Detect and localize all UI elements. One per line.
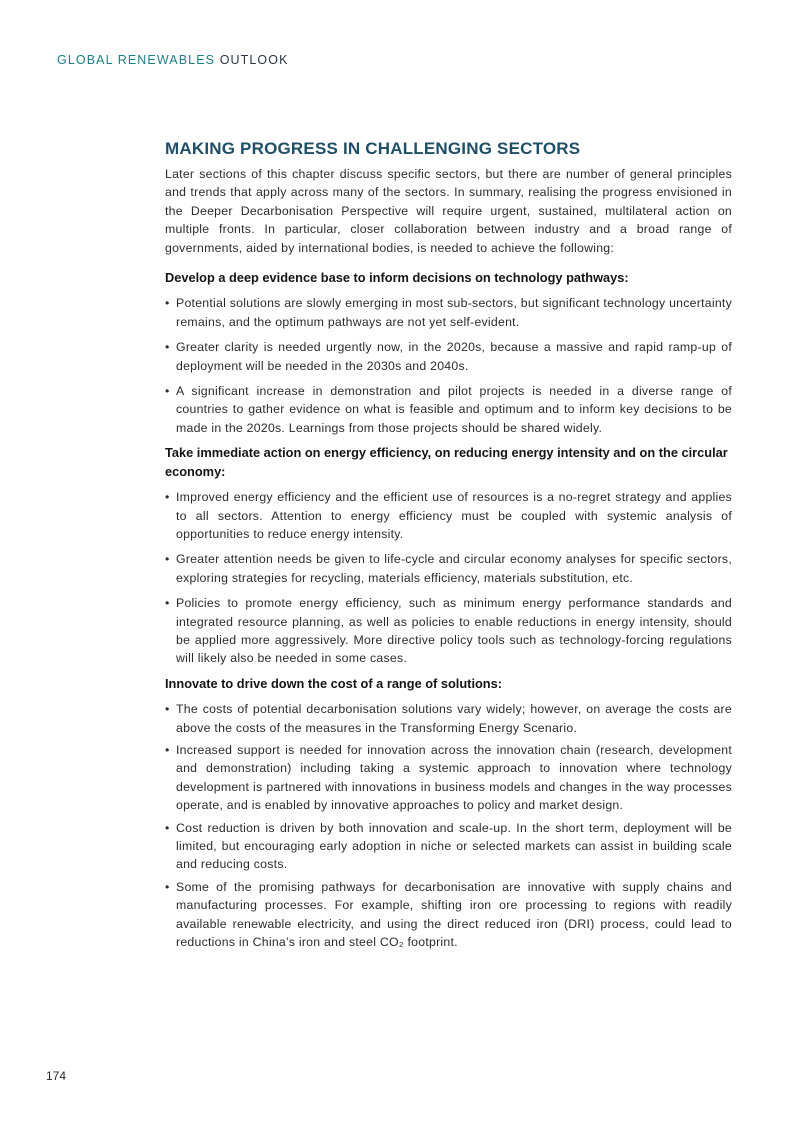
bullet-item: • Greater clarity is needed urgently now, in the 2020s, because a massive and rapid ramp-up of deployment will be needed in the 2030s and 2040s. — [165, 338, 732, 375]
running-header-accent: GLOBAL RENEWABLES — [57, 53, 216, 67]
bullet-item: • Some of the promising pathways for decarbonisation are innovative with supply chains and manufacturing processes. For example, shifting iron ore processing to regions with readily available renewable electricity, and using the direct reduced iron (DRI) process, could lead to reductions in China’s iron and steel CO₂ footprint. — [165, 878, 732, 952]
bullet-item: • Increased support is needed for innovation across the innovation chain (research, development and demonstration) including taking a systemic approach to innovation where technology development is partnered with innovations in business models and changes in the way processes operate, and is enabled by innovative approaches to policy and market design. — [165, 741, 732, 815]
bullet-list — [165, 700, 732, 951]
page-number: 174 — [46, 1069, 67, 1083]
section-title: MAKING PROGRESS IN CHALLENGING SECTORS — [165, 139, 581, 158]
group-energy-efficiency — [165, 444, 732, 667]
bullet-list — [165, 488, 732, 668]
subheading: Innovate to drive down the cost of a range of solutions: — [165, 675, 503, 691]
bullet-item: • Improved energy efficiency and the efficient use of resources is a no-regret strategy and applies to all sectors. Attention to energy efficiency must be coupled with systemic analysis of opportunities to reduce energy intensity. — [165, 488, 732, 543]
subheading: Develop a deep evidence base to inform decisions on technology pathways: — [165, 270, 629, 286]
group-evidence-base — [165, 269, 732, 437]
intro-paragraph: Later sections of this chapter discuss specific sectors, but there are number of general principles and trends that apply across many of the sectors. In summary, realising the progress envisioned in the Deeper Decarbonisation Perspective will require urgent, sustained, multilateral action on multiple fronts. In particular, closer collaboration between industry and a broad range of governments, aided by international bodies, is needed to achieve the following: — [165, 167, 732, 255]
bullet-item: • Policies to promote energy efficiency, such as minimum energy performance standards and integrated resource planning, as well as policies to enable reductions in energy intensity, should be applied more aggressively. More directive policy tools such as technology-forcing regulations will likely also be needed in some cases. — [165, 594, 732, 668]
bullet-item: • A significant increase in demonstration and pilot projects is needed in a diverse range of countries to gather evidence on what is feasible and optimum and to inform key decisions to be made in the 2020s. Learnings from those projects should be shared widely. — [165, 382, 732, 437]
bullet-item: • Cost reduction is driven by both innovation and scale-up. In the short term, deployment will be limited, but encouraging early adoption in niche or selected markets can assist in building scale and reducing costs. — [165, 819, 732, 874]
running-header-rest: OUTLOOK — [219, 53, 289, 67]
subheading: Take immediate action on energy efficiency, on reducing energy intensity and on the circular economy: — [165, 445, 728, 479]
bullet-item: • The costs of potential decarbonisation solutions vary widely; however, on average the costs are above the costs of the measures in the Transforming Energy Scenario. — [165, 700, 732, 737]
bullet-item: • Greater attention needs be given to life-cycle and circular economy analyses for specific sectors, exploring strategies for recycling, materials efficiency, materials substitution, etc. — [165, 550, 732, 587]
bullet-item: • Potential solutions are slowly emerging in most sub-sectors, but significant technology uncertainty remains, and the optimum pathways are not yet self-evident. — [165, 294, 732, 331]
running-header — [57, 53, 289, 67]
bullet-list — [165, 294, 732, 437]
main-content — [165, 139, 732, 957]
group-innovation — [165, 675, 732, 952]
